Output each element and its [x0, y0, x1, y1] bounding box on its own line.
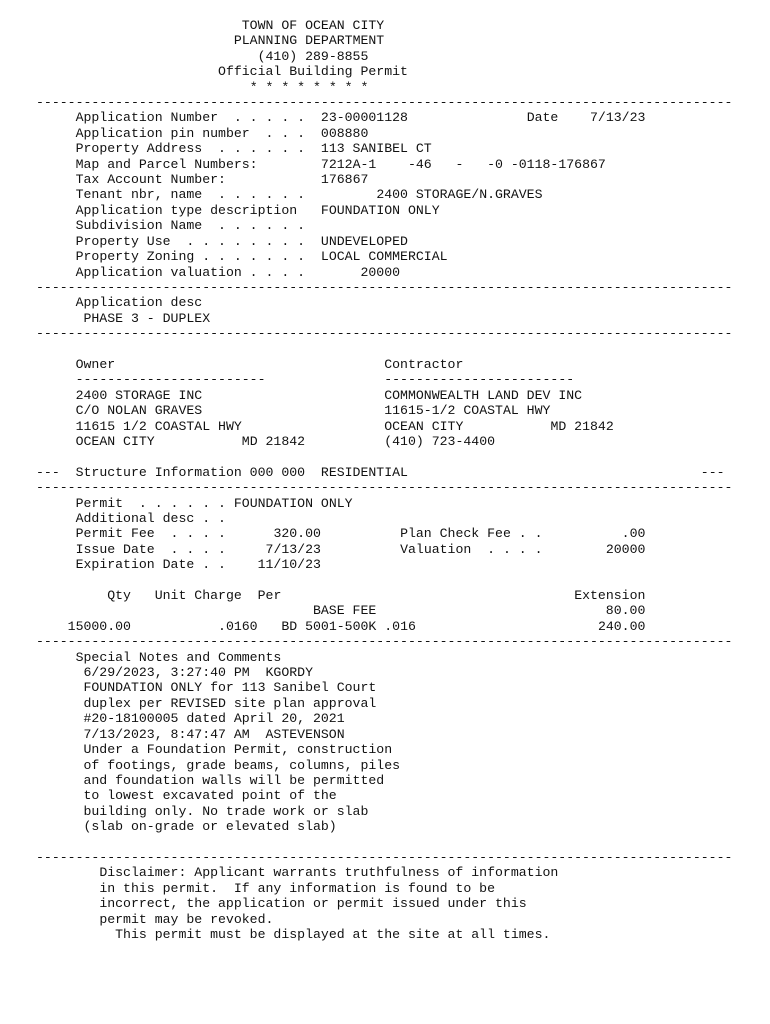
fee-per: BD 5001-500K .016	[281, 618, 416, 634]
fee-header-unit-charge: Unit Charge	[154, 588, 242, 604]
disclaimer-line: Disclaimer: Applicant warrants truthfulness of information	[99, 865, 559, 881]
property-zoning-label: Property Zoning . . . . . . .	[75, 249, 306, 265]
note-line: 6/29/2023, 3:27:40 PM KGORDY	[83, 665, 313, 681]
application-valuation-label: Application valuation . . . .	[75, 264, 306, 280]
pin-label: Application pin number . . .	[75, 125, 306, 141]
application-type-label: Application type description	[75, 202, 298, 218]
owner-heading: Owner	[75, 356, 116, 372]
property-zoning: LOCAL COMMERCIAL	[320, 249, 448, 265]
map-parcel-label: Map and Parcel Numbers:	[75, 156, 258, 172]
owner-name: 2400 STORAGE INC	[75, 387, 203, 403]
permit-label: Permit . . . . . .	[75, 495, 226, 511]
note-line: building only. No trade work or slab	[83, 803, 369, 819]
note-line: of footings, grade beams, columns, piles	[83, 757, 401, 773]
fee-per: BASE FEE	[312, 603, 377, 619]
application-valuation: 20000	[360, 264, 401, 280]
divider: ----------------------------------------------------------------------------------------	[36, 279, 733, 295]
divider: ----------------------------------------------------------------------------------------	[36, 95, 733, 111]
tax-account-label: Tax Account Number:	[75, 172, 226, 188]
application-date: 7/13/23	[590, 110, 646, 126]
disclaimer-line: permit may be revoked.	[99, 911, 274, 927]
permit-text	[36, 18, 732, 942]
application-desc: PHASE 3 - DUPLEX	[83, 310, 211, 326]
department-name: PLANNING DEPARTMENT	[233, 33, 385, 49]
fee-unit-charge: .0160	[218, 618, 258, 634]
permit-type: FOUNDATION ONLY	[233, 495, 353, 511]
note-line: (slab on-grade or elevated slab)	[83, 819, 337, 835]
fee-extension: 80.00	[605, 603, 646, 619]
contractor-name: COMMONWEALTH LAND DEV INC	[384, 387, 583, 403]
property-address: 113 SANIBEL CT	[320, 141, 432, 157]
note-line: FOUNDATION ONLY for 113 Sanibel Court	[83, 680, 377, 696]
application-number-label: Application Number . . . . .	[75, 110, 306, 126]
note-line: and foundation walls will be permitted	[83, 772, 385, 788]
issue-date-label: Issue Date . . . .	[75, 541, 226, 557]
plan-check-fee: .00	[621, 526, 646, 542]
structure-dash-left: ---	[36, 464, 60, 480]
map-parcel-numbers: 7212A-1 -46 - -0 -0118-176867	[320, 156, 606, 172]
fee-extension: 240.00	[597, 618, 646, 634]
fee-header-per: Per	[257, 588, 282, 604]
structure-information: Structure Information 000 000 RESIDENTIAL	[75, 464, 408, 480]
tax-account-number: 176867	[320, 172, 369, 188]
divider: ----------------------------------------------------------------------------------------	[36, 849, 733, 865]
note-line: #20-18100005 dated April 20, 2021	[83, 711, 345, 727]
disclaimer-line: in this permit. If any information is found to be	[99, 880, 496, 896]
permit-title: Official Building Permit	[218, 64, 408, 80]
divider: ----------------------------------------------------------------------------------------	[36, 480, 733, 496]
owner-state-zip: MD 21842	[241, 433, 306, 449]
note-line: duplex per REVISED site plan approval	[83, 695, 377, 711]
contractor-city: OCEAN CITY	[384, 418, 464, 434]
valuation: 20000	[605, 541, 646, 557]
issue-date: 7/13/23	[265, 541, 321, 557]
expiration-label: Expiration Date . .	[75, 557, 226, 573]
property-use-label: Property Use . . . . . . . .	[75, 233, 306, 249]
contractor-heading: Contractor	[384, 356, 464, 372]
permit-fee-label: Permit Fee . . . .	[75, 526, 226, 542]
disclaimer-line: incorrect, the application or permit issued under this	[99, 896, 527, 912]
note-line: to lowest excavated point of the	[83, 788, 337, 804]
structure-dash-right: ---	[700, 464, 725, 480]
title-stars: * * * * * * * *	[249, 79, 369, 95]
contractor-address: 11615-1/2 COASTAL HWY	[384, 403, 551, 419]
address-label: Property Address . . . . . .	[75, 141, 306, 157]
valuation-label: Valuation . . . .	[400, 541, 543, 557]
note-line: 7/13/2023, 8:47:47 AM ASTEVENSON	[83, 726, 345, 742]
owner-address: 11615 1/2 COASTAL HWY	[75, 418, 242, 434]
fee-qty: 15000.00	[67, 618, 131, 634]
divider: ----------------------------------------------------------------------------------------	[36, 634, 733, 650]
owner-care-of: C/O NOLAN GRAVES	[75, 403, 203, 419]
note-line: Under a Foundation Permit, construction	[83, 742, 393, 758]
date-label: Date	[526, 110, 559, 126]
application-type: FOUNDATION ONLY	[320, 202, 440, 218]
application-desc-label: Application desc	[75, 295, 203, 311]
contractor-phone: (410) 723-4400	[384, 433, 496, 449]
tenant-label: Tenant nbr, name . . . . . .	[75, 187, 306, 203]
additional-desc-label: Additional desc . .	[75, 511, 226, 526]
plan-check-label: Plan Check Fee . .	[400, 526, 543, 542]
owner-underline: ------------------------	[75, 372, 266, 388]
contractor-underline: ------------------------	[384, 372, 575, 388]
permit-fee: 320.00	[273, 526, 321, 542]
department-phone: (410) 289-8855	[257, 48, 369, 64]
subdivision-label: Subdivision Name . . . . . .	[75, 218, 306, 234]
display-notice: This permit must be displayed at the site at all times.	[115, 926, 551, 942]
owner-city: OCEAN CITY	[75, 433, 155, 449]
fee-header-extension: Extension	[574, 588, 646, 604]
special-notes-heading: Special Notes and Comments	[75, 649, 282, 665]
tenant-name: 2400 STORAGE/N.GRAVES	[376, 187, 543, 203]
application-number: 23-00001128	[320, 110, 408, 126]
property-use: UNDEVELOPED	[320, 233, 408, 249]
contractor-state-zip: MD 21842	[550, 418, 614, 434]
divider: ----------------------------------------------------------------------------------------	[36, 326, 733, 342]
town-name: TOWN OF OCEAN CITY	[241, 18, 385, 33]
fee-header-qty: Qty	[107, 588, 131, 604]
expiration-date: 11/10/23	[257, 557, 321, 573]
pin-number: 008880	[320, 125, 369, 141]
